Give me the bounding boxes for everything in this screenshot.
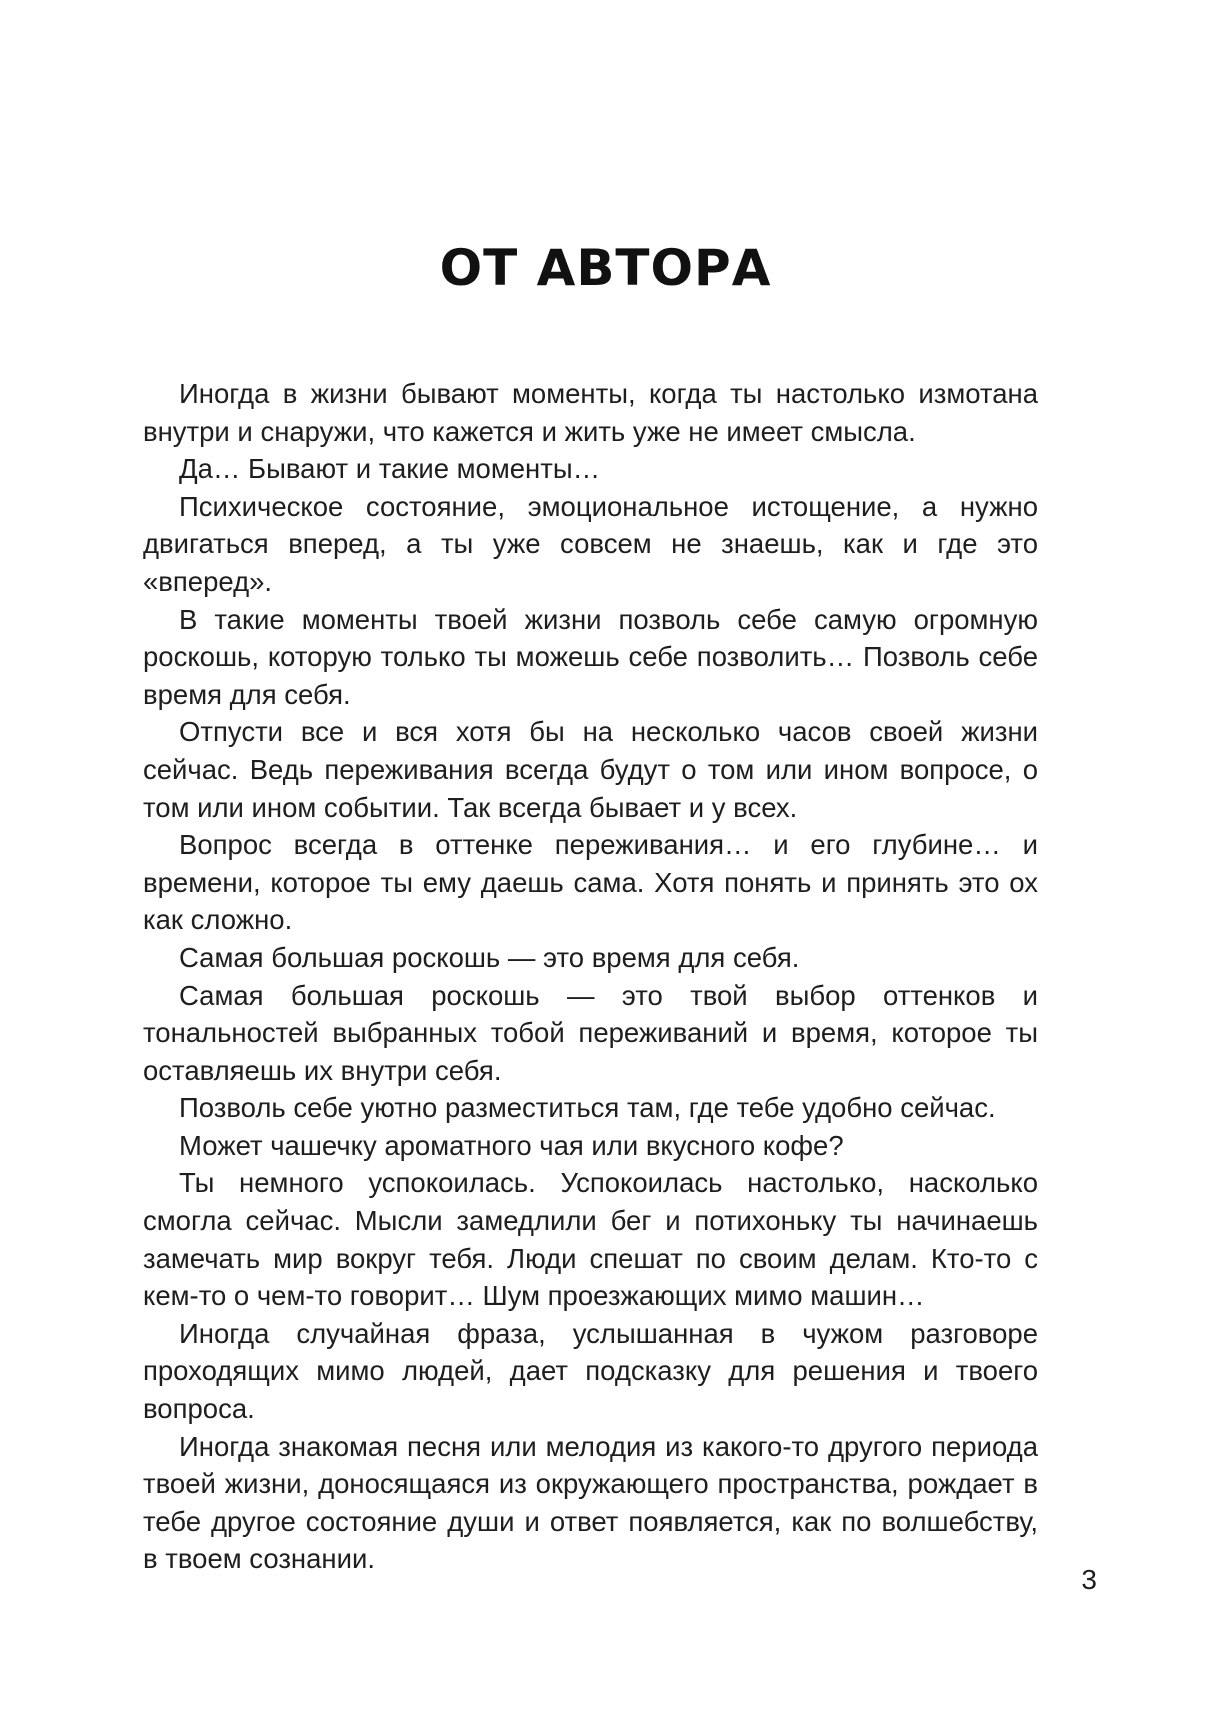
paragraph: Иногда случайная фраза, услышанная в чужом разговоре проходящих мимо людей, дает подсказку для решения и твоего вопроса. bbox=[143, 1317, 1038, 1425]
paragraph: Иногда знакомая песня или мелодия из какого-то другого периода твоей жизни, доносящаяся из окружающего пространства, рождает в тебе другое состояние души и ответ появляется, как по волшебству, в твоем сознании. bbox=[143, 1430, 1038, 1575]
paragraph: Позволь себе уютно разместиться там, где тебе удобно сейчас. bbox=[179, 1092, 996, 1124]
paragraph: Самая большая роскошь — это твой выбор оттенков и тональностей выбранных тобой переживаний и время, которое ты оставляешь их внутри себя. bbox=[143, 979, 1038, 1086]
paragraph: Отпусти все и вся хотя бы на несколько часов своей жизни сейчас. Ведь переживания всегда будут о том или ином вопросе, о том или ином событии. Так всегда бывает и у всех. bbox=[143, 716, 1038, 823]
paragraph: Ты немного успокоилась. Успокоилась настолько, насколько смогла сейчас. Мысли замедлили бег и потихоньку ты начинаешь замечать мир вокруг тебя. Люди спешат по своим делам. Кто-то с кем-то о чем-то говорит… Шум проезжающих мимо машин… bbox=[143, 1167, 1038, 1312]
paragraph: Может чашечку ароматного чая или вкусного кофе? bbox=[179, 1129, 844, 1161]
chapter-body bbox=[143, 375, 1038, 1578]
paragraph: Психическое состояние, эмоциональное истощение, а нужно двигаться вперед, а ты уже совсем не знаешь, как и где это «вперед». bbox=[143, 490, 1038, 597]
paragraph: Иногда в жизни бывают моменты, когда ты настолько измотана внутри и снаружи, что кажется и жить уже не имеет смысла. bbox=[143, 378, 1038, 447]
page-number: 3 bbox=[1081, 1564, 1097, 1595]
paragraph: Самая большая роскошь — это время для себя. bbox=[179, 941, 800, 973]
chapter-heading: ОТ АВТОРА bbox=[439, 239, 772, 297]
paragraph: В такие моменты твоей жизни позволь себе самую огромную роскошь, которую только ты можешь себе позволить… Позволь себе время для себя. bbox=[143, 603, 1038, 710]
paragraph: Да… Бывают и такие моменты… bbox=[179, 453, 601, 485]
paragraph: Вопрос всегда в оттенке переживания… и его глубине… и времени, которое ты ему даешь сама. Хотя понять и принять это ох как сложно. bbox=[143, 829, 1038, 936]
